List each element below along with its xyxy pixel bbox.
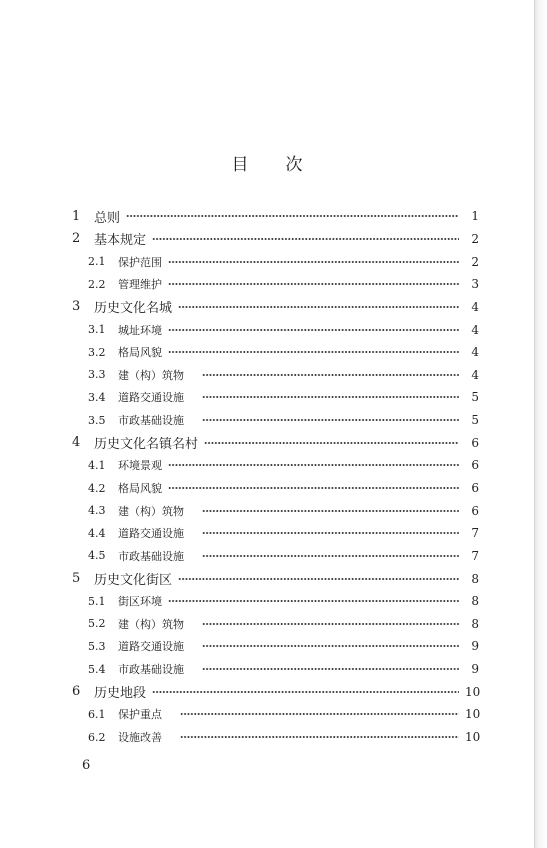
toc-leader-dots xyxy=(202,642,459,650)
toc-number: 6 xyxy=(72,684,81,700)
toc-number: 2 xyxy=(72,231,81,247)
toc-section[interactable] xyxy=(0,703,535,726)
toc-number: 5.3 xyxy=(88,639,106,653)
toc-number: 3.1 xyxy=(88,323,106,337)
toc-number: 4.1 xyxy=(88,458,106,472)
toc-section[interactable] xyxy=(0,499,535,522)
toc-number: 5.4 xyxy=(88,662,106,676)
toc-title: 建（构）筑物 xyxy=(118,617,184,631)
toc-page-number: 8 xyxy=(471,594,479,609)
toc-leader-dots xyxy=(168,258,459,266)
toc-number: 4.4 xyxy=(88,526,106,540)
toc-number: 4 xyxy=(72,435,81,451)
toc-leader-dots xyxy=(168,348,459,356)
toc-page-number: 10 xyxy=(465,707,481,722)
toc-section[interactable] xyxy=(0,635,535,658)
toc-section[interactable] xyxy=(0,613,535,636)
toc-leader-dots xyxy=(202,529,459,537)
toc-chapter[interactable] xyxy=(0,567,535,590)
toc-section[interactable] xyxy=(0,522,535,545)
table-of-contents xyxy=(0,205,535,748)
toc-number: 5 xyxy=(72,571,81,587)
toc-number: 3.3 xyxy=(88,368,106,382)
toc-page-number: 4 xyxy=(471,299,479,314)
toc-number: 2.1 xyxy=(88,255,106,269)
toc-section[interactable] xyxy=(0,545,535,568)
toc-title: 设施改善 xyxy=(118,731,162,745)
toc-section[interactable] xyxy=(0,454,535,477)
toc-title: 道路交通设施 xyxy=(118,391,184,405)
toc-title: 保护范围 xyxy=(118,255,162,269)
toc-title: 格局风貌 xyxy=(118,346,162,360)
toc-page-number: 5 xyxy=(471,390,479,405)
toc-leader-dots xyxy=(168,484,459,492)
toc-title: 市政基础设施 xyxy=(118,663,184,677)
toc-page-number: 6 xyxy=(471,458,479,473)
toc-page-number: 4 xyxy=(471,322,479,337)
toc-leader-dots xyxy=(168,597,459,605)
toc-page-number: 10 xyxy=(465,730,481,745)
toc-section[interactable] xyxy=(0,477,535,500)
toc-section[interactable] xyxy=(0,386,535,409)
toc-title: 历史文化名镇名村 xyxy=(94,437,199,453)
toc-page-number: 10 xyxy=(465,684,481,699)
toc-leader-dots xyxy=(168,326,459,334)
toc-title: 历史地段 xyxy=(94,686,147,702)
toc-leader-dots xyxy=(202,665,459,673)
toc-leader-dots xyxy=(202,416,459,424)
toc-chapter[interactable] xyxy=(0,296,535,319)
toc-title: 总则 xyxy=(94,210,121,226)
toc-title: 道路交通设施 xyxy=(118,640,184,654)
page-number: 6 xyxy=(82,758,91,773)
toc-page-number: 3 xyxy=(471,277,479,292)
page-edge xyxy=(534,0,547,848)
toc-leader-dots xyxy=(168,280,459,288)
toc-title: 道路交通设施 xyxy=(118,527,184,541)
toc-number: 3 xyxy=(72,299,81,315)
toc-section[interactable] xyxy=(0,726,535,749)
toc-leader-dots xyxy=(202,507,459,515)
toc-number: 5.2 xyxy=(88,617,106,631)
toc-number: 3.5 xyxy=(88,413,106,427)
toc-page-number: 8 xyxy=(471,616,479,631)
toc-number: 5.1 xyxy=(88,594,106,608)
toc-section[interactable] xyxy=(0,250,535,273)
toc-number: 4.3 xyxy=(88,504,106,518)
toc-title: 历史文化名城 xyxy=(94,301,173,317)
toc-title: 基本规定 xyxy=(94,233,147,249)
toc-number: 3.2 xyxy=(88,345,106,359)
toc-number: 3.4 xyxy=(88,390,106,404)
toc-chapter[interactable] xyxy=(0,431,535,454)
page-title: 目 次 xyxy=(231,155,304,175)
toc-section[interactable] xyxy=(0,363,535,386)
toc-title: 城址环境 xyxy=(118,323,162,337)
toc-title: 市政基础设施 xyxy=(118,414,184,428)
toc-title: 管理维护 xyxy=(118,278,162,292)
toc-number: 4.2 xyxy=(88,481,106,495)
toc-section[interactable] xyxy=(0,409,535,432)
toc-leader-dots xyxy=(178,575,459,583)
toc-number: 6.1 xyxy=(88,707,106,721)
toc-section[interactable] xyxy=(0,273,535,296)
toc-section[interactable] xyxy=(0,341,535,364)
toc-title: 格局风貌 xyxy=(118,482,162,495)
toc-title: 保护重点 xyxy=(118,708,162,722)
toc-section[interactable] xyxy=(0,590,535,613)
toc-leader-dots xyxy=(126,212,459,220)
toc-title: 历史文化街区 xyxy=(94,573,173,589)
toc-number: 4.5 xyxy=(88,549,106,563)
toc-title: 环境景观 xyxy=(118,459,162,473)
toc-leader-dots xyxy=(178,303,459,311)
toc-page-number: 4 xyxy=(471,345,479,360)
toc-leader-dots xyxy=(168,461,459,469)
toc-section[interactable] xyxy=(0,318,535,341)
toc-leader-dots xyxy=(202,552,459,560)
toc-leader-dots xyxy=(202,393,459,401)
toc-leader-dots xyxy=(202,371,459,379)
toc-page-number: 5 xyxy=(471,413,479,428)
toc-page-number: 7 xyxy=(471,548,479,563)
toc-title: 街区环境 xyxy=(118,595,162,609)
toc-leader-dots xyxy=(180,710,459,718)
toc-title: 市政基础设施 xyxy=(118,549,184,563)
toc-page-number: 2 xyxy=(471,254,479,269)
toc-leader-dots xyxy=(152,235,459,243)
toc-page-number: 2 xyxy=(471,231,479,246)
toc-section[interactable] xyxy=(0,658,535,681)
toc-number: 6.2 xyxy=(88,730,106,744)
toc-number: 2.2 xyxy=(88,277,106,291)
toc-title: 建（构）筑物 xyxy=(118,504,184,518)
toc-page-number: 6 xyxy=(471,435,479,450)
toc-page-number: 9 xyxy=(471,662,479,677)
toc-chapter[interactable] xyxy=(0,680,535,703)
toc-leader-dots xyxy=(152,688,459,696)
toc-chapter[interactable] xyxy=(0,205,535,228)
toc-leader-dots xyxy=(180,733,459,741)
toc-page-number: 6 xyxy=(471,481,479,495)
toc-page-number: 4 xyxy=(471,367,479,382)
toc-leader-dots xyxy=(202,620,459,628)
toc-page-number: 7 xyxy=(471,526,479,541)
toc-page-number: 1 xyxy=(471,209,479,224)
toc-leader-dots xyxy=(204,439,459,447)
toc-page-number: 8 xyxy=(471,571,479,586)
toc-title: 建（构）筑物 xyxy=(118,368,184,382)
toc-page-number: 9 xyxy=(471,639,479,654)
toc-chapter[interactable] xyxy=(0,228,535,251)
toc-page-number: 6 xyxy=(471,503,479,518)
toc-number: 1 xyxy=(72,208,81,224)
